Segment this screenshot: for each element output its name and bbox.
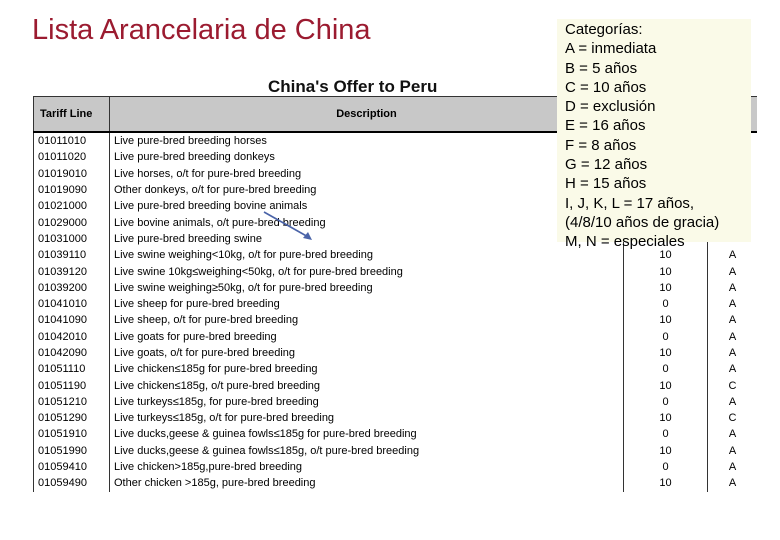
tariff-line-cell: 01041010 xyxy=(34,296,110,312)
tariff-line-cell: 01051910 xyxy=(34,426,110,442)
description-cell: Live goats, o/t for pure-bred breeding xyxy=(110,345,624,361)
tariff-line-cell: 01039200 xyxy=(34,280,110,296)
table-row xyxy=(34,443,758,459)
tariff-line-cell: 01042090 xyxy=(34,345,110,361)
table-row xyxy=(34,394,758,410)
tariff-line-cell: 01051110 xyxy=(34,361,110,377)
tariff-line-cell: 01011010 xyxy=(34,132,110,149)
header-description: Description xyxy=(110,97,624,133)
tariff-line-cell: 01041090 xyxy=(34,312,110,328)
legend-line: F = 8 años xyxy=(565,136,637,154)
description-cell: Live swine weighing<10kg, o/t for pure-bred breeding xyxy=(110,247,624,263)
base-rate-cell: 10 xyxy=(624,377,708,393)
legend-line: E = 16 años xyxy=(565,117,646,135)
base-rate-cell: 0 xyxy=(624,361,708,377)
tariff-line-cell: 01011020 xyxy=(34,149,110,165)
table-row xyxy=(34,426,758,442)
legend-line: (4/8/10 años de gracia) xyxy=(565,213,720,231)
tariff-line-cell: 01031000 xyxy=(34,231,110,247)
table-row xyxy=(34,377,758,393)
description-cell: Other chicken >185g, pure-bred breeding xyxy=(110,475,624,491)
tariff-line-cell: 01059490 xyxy=(34,475,110,491)
tariff-line-cell: 01019090 xyxy=(34,182,110,198)
category-cell: A xyxy=(708,312,758,328)
table-row xyxy=(34,361,758,377)
category-cell: A xyxy=(708,459,758,475)
base-rate-cell: 10 xyxy=(624,443,708,459)
description-cell: Live chicken>185g,pure-bred breeding xyxy=(110,459,624,475)
arrow-icon xyxy=(260,208,320,248)
category-cell: A xyxy=(708,443,758,459)
category-cell: A xyxy=(708,329,758,345)
category-cell: A xyxy=(708,345,758,361)
description-cell: Live ducks,geese & guinea fowls≤185g, o/t pure-bred breeding xyxy=(110,443,624,459)
legend-line: M, N = especiales xyxy=(565,233,685,251)
table-row xyxy=(34,329,758,345)
table-row xyxy=(34,475,758,491)
description-cell: Live turkeys≤185g, for pure-bred breeding xyxy=(110,394,624,410)
category-legend xyxy=(557,19,751,251)
category-cell: A xyxy=(708,426,758,442)
description-cell: Live goats for pure-bred breeding xyxy=(110,329,624,345)
description-cell: Live turkeys≤185g, o/t for pure-bred breeding xyxy=(110,410,624,426)
description-cell: Other donkeys, o/t for pure-bred breeding xyxy=(110,182,624,198)
tariff-line-cell: 01029000 xyxy=(34,214,110,230)
description-cell: Live swine 10kg≤weighing<50kg, o/t for pure-bred breeding xyxy=(110,263,624,279)
description-cell: Live ducks,geese & guinea fowls≤185g for pure-bred breeding xyxy=(110,426,624,442)
tariff-line-cell: 01039110 xyxy=(34,247,110,263)
table-row xyxy=(34,410,758,426)
table-row xyxy=(34,296,758,312)
tariff-line-cell: 01021000 xyxy=(34,198,110,214)
category-cell: C xyxy=(708,410,758,426)
base-rate-cell: 10 xyxy=(624,280,708,296)
base-rate-cell: 10 xyxy=(624,312,708,328)
description-cell: Live pure-bred breeding donkeys xyxy=(110,149,624,165)
description-cell: Live sheep, o/t for pure-bred breeding xyxy=(110,312,624,328)
tariff-line-cell: 01051990 xyxy=(34,443,110,459)
description-cell: Live horses, o/t for pure-bred breeding xyxy=(110,166,624,182)
table-row xyxy=(34,263,758,279)
category-cell: A xyxy=(708,280,758,296)
legend-line: C = 10 años xyxy=(565,78,647,96)
category-cell: A xyxy=(708,475,758,491)
legend-line: B = 5 años xyxy=(565,59,638,77)
legend-line: A = inmediata xyxy=(565,40,657,58)
base-rate-cell: 10 xyxy=(624,263,708,279)
base-rate-cell: 10 xyxy=(624,345,708,361)
base-rate-cell: 10 xyxy=(624,475,708,491)
description-cell: Live sheep for pure-bred breeding xyxy=(110,296,624,312)
tariff-line-cell: 01039120 xyxy=(34,263,110,279)
legend-line: D = exclusión xyxy=(565,98,656,116)
tariff-line-cell: 01051290 xyxy=(34,410,110,426)
category-cell: A xyxy=(708,247,758,263)
tariff-line-cell: 01051210 xyxy=(34,394,110,410)
tariff-line-cell: 01059410 xyxy=(34,459,110,475)
table-row xyxy=(34,280,758,296)
base-rate-cell: 0 xyxy=(624,459,708,475)
table-row xyxy=(34,345,758,361)
category-cell: A xyxy=(708,361,758,377)
legend-line: I, J, K, L = 17 años, xyxy=(565,194,695,212)
category-cell: A xyxy=(708,263,758,279)
base-rate-cell: 0 xyxy=(624,426,708,442)
base-rate-cell: 10 xyxy=(624,410,708,426)
tariff-line-cell: 01051190 xyxy=(34,377,110,393)
header-tariff-line: Tariff Line xyxy=(34,97,110,133)
description-cell: Live bovine animals, o/t pure-bred breeding xyxy=(110,214,624,230)
description-cell: Live swine weighing≥50kg, o/t for pure-bred breeding xyxy=(110,280,624,296)
table-subtitle: China's Offer to Peru xyxy=(268,77,438,96)
tariff-line-cell: 01042010 xyxy=(34,329,110,345)
description-cell: Live pure-bred breeding bovine animals xyxy=(110,198,624,214)
description-cell: Live chicken≤185g for pure-bred breeding xyxy=(110,361,624,377)
base-rate-cell: 10 xyxy=(624,247,708,263)
legend-line: H = 15 años xyxy=(565,175,647,193)
legend-heading: Categorías: xyxy=(565,21,643,38)
base-rate-cell: 0 xyxy=(624,394,708,410)
category-cell: A xyxy=(708,296,758,312)
description-cell: Live pure-bred breeding horses xyxy=(110,132,624,149)
slide-title: Lista Arancelaria de China xyxy=(32,14,371,46)
tariff-line-cell: 01019010 xyxy=(34,166,110,182)
base-rate-cell: 0 xyxy=(624,296,708,312)
description-cell: Live chicken≤185g, o/t pure-bred breeding xyxy=(110,377,624,393)
table-row xyxy=(34,459,758,475)
category-cell: C xyxy=(708,377,758,393)
description-cell: Live pure-bred breeding swine xyxy=(110,231,624,247)
base-rate-cell: 0 xyxy=(624,329,708,345)
table-row xyxy=(34,312,758,328)
legend-line: G = 12 años xyxy=(565,156,648,174)
category-cell: A xyxy=(708,394,758,410)
